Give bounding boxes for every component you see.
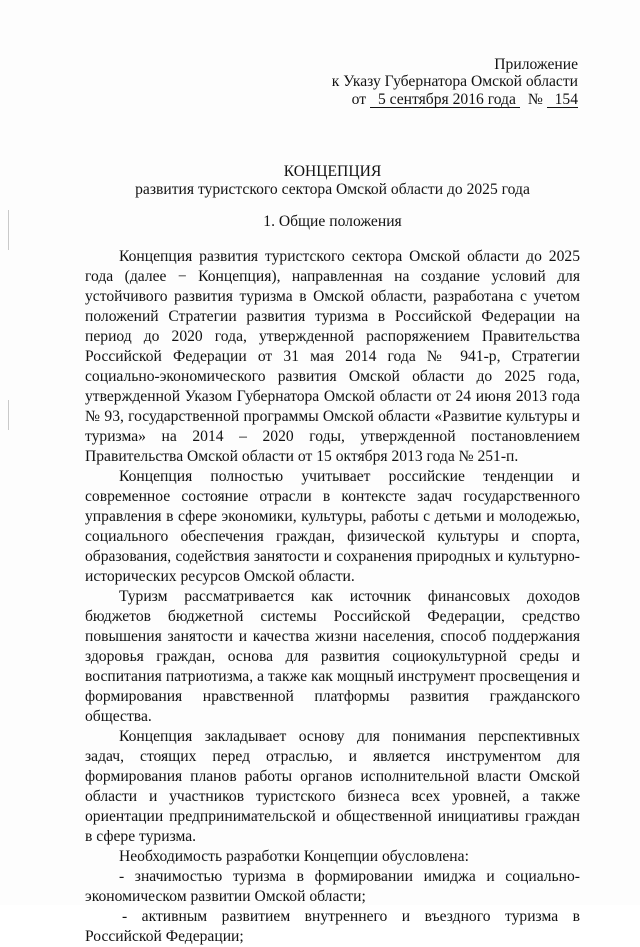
list-item: - значимостью туризма в формировании имиджа и социально-экономическом развитии Омской области;: [85, 868, 580, 905]
from-prefix: от: [351, 91, 367, 108]
decree-reference: к Указу Губернатора Омской области: [331, 73, 578, 90]
document-subtitle: развития туристского сектора Омской области до 2025 года: [135, 181, 530, 198]
decree-date-number: [352, 90, 578, 109]
decree-number: 154: [547, 92, 578, 108]
paragraph: Необходимость разработки Концепции обусловлена:: [119, 848, 469, 865]
number-sign: №: [527, 91, 543, 108]
scan-margin-mark: [8, 400, 9, 430]
paragraph: Концепция закладывает основу для понимания перспективных задач, стоящих перед отраслью, и является инструментом для формирования планов работы органов исполнительной власти Омской области и участников туристского бизнеса всех уровней, а также ориентации предпринимательской и общественной инициативы граждан в сфере туризма.: [85, 728, 580, 845]
list-item: - активным развитием внутреннего и въездного туризма в Российской Федерации;: [85, 908, 580, 945]
section-heading: 1. Общие положения: [263, 213, 402, 230]
document-title: КОНЦЕПЦИЯ: [283, 163, 382, 180]
annex-label: Приложение: [494, 56, 578, 73]
scan-margin-mark: [8, 210, 9, 250]
paragraph: Концепция развития туристского сектора Омской области до 2025 года (далее − Концепция), направленная на создание условий для устойчивого развития туризма в Омской области, разработана с учетом положений Стратегии развития туризма в Российской Федерации на период до 2020 года, утвержденной распоряжением Правительства Российской Федерации от 31 мая 2014 года № 941-р, Стратегии социально-экономического развития Омской области до 2025 года, утвержденной Указом Губернатора Омской области от 24 июня 2013 года № 93, государственной программы Омской области «Развитие культуры и туризма» на 2014 – 2020 годы, утвержденной постановлением Правительства Омской области от 15 октября 2013 года № 251-п.: [85, 248, 580, 465]
decree-date: 5 сентября 2016 года: [370, 92, 520, 108]
paragraph: Концепция полностью учитывает российские тенденции и современное состояние отрасли в контексте задач государственного управления в сфере экономики, культуры, работы с детьми и молодежью, социального обеспечения граждан, физической культуры и спорта, образования, содействия занятости и сохранения природных и культурно-исторических ресурсов Омской области.: [85, 468, 580, 585]
document-body: [85, 247, 580, 947]
paragraph: Туризм рассматривается как источник финансовых доходов бюджетов бюджетной системы Российской Федерации, средство повышения занятости и качества жизни населения, способ поддержания здоровья граждан, основа для развития социокультурной среды и воспитания патриотизма, а также как мощный инструмент просвещения и формирования нравственной платформы развития гражданского общества.: [85, 588, 580, 725]
